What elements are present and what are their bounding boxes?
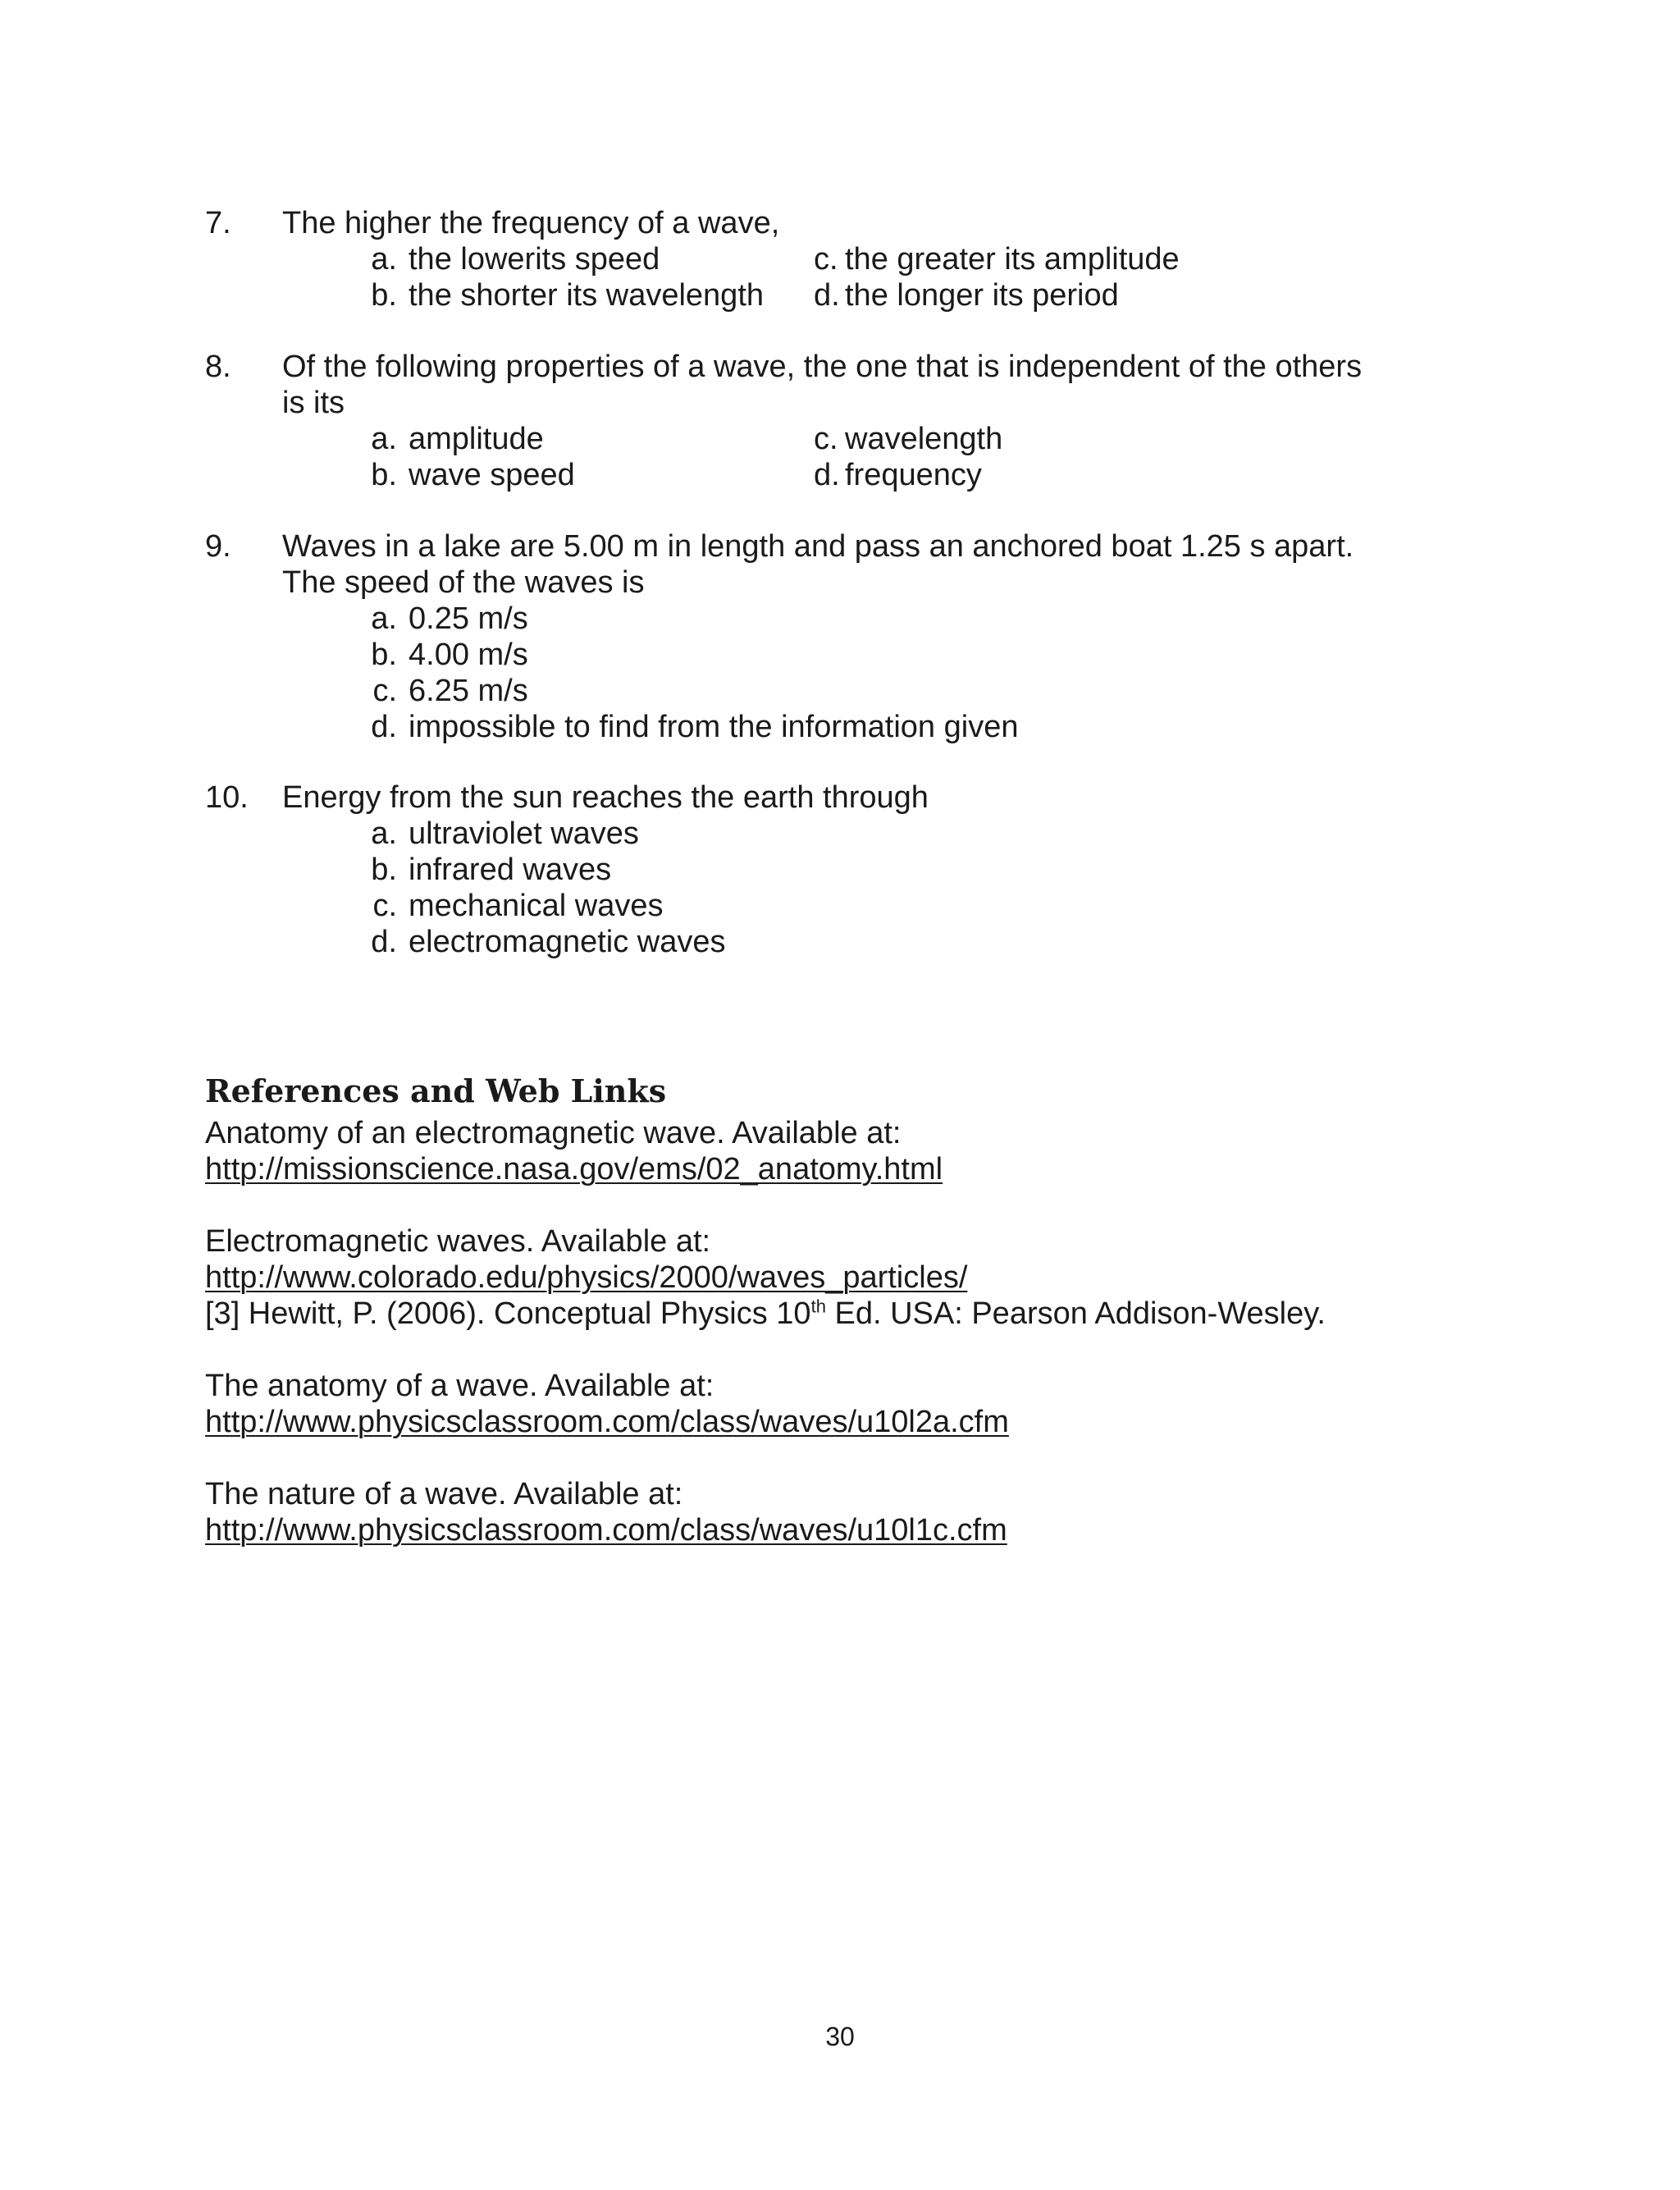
option-text: the shorter its wavelength: [409, 278, 765, 313]
question-stem: The higher the frequency of a wave,: [282, 206, 780, 240]
option-letter: c.: [372, 889, 397, 923]
option-text: ultraviolet waves: [409, 816, 639, 851]
option-text: wavelength: [845, 422, 1003, 456]
question-stem: [282, 349, 1431, 421]
reference-title: Electromagnetic waves. Available at:: [205, 1224, 711, 1259]
option-letter: b.: [371, 278, 397, 313]
option-c: [348, 888, 663, 924]
option-b: [348, 457, 575, 493]
question-number: 8.: [205, 350, 231, 384]
option-text: 4.00 m/s: [409, 638, 528, 672]
option-letter: d.: [371, 710, 397, 744]
option-d: [814, 457, 982, 493]
option-text: impossible to find from the information given: [409, 710, 1019, 744]
option-text: the greater its amplitude: [845, 242, 1180, 277]
question-number: 7.: [205, 206, 231, 240]
question-stem-line: is its: [282, 386, 345, 420]
option-letter: b.: [371, 458, 397, 492]
question-stem-line: The speed of the waves is: [282, 565, 645, 600]
option-a: [348, 601, 528, 637]
option-d: [348, 924, 726, 960]
reference-title: The nature of a wave. Available at:: [205, 1477, 683, 1511]
option-a: [348, 421, 544, 457]
option-letter: b.: [371, 638, 397, 672]
option-b: [348, 852, 611, 888]
option-text: infrared waves: [409, 853, 612, 887]
option-a: [348, 816, 639, 852]
reference-entry: [205, 1476, 1518, 1548]
option-letter: a.: [371, 422, 397, 456]
option-letter: a.: [371, 601, 397, 636]
option-letter: d.: [814, 278, 840, 313]
option-c: [814, 421, 1002, 457]
reference-citation: [205, 1296, 1518, 1332]
citation-text: [3] Hewitt, P. (2006). Conceptual Physics 10: [205, 1296, 811, 1331]
question-stem-line: Of the following properties of a wave, the one that is independent of the others: [282, 350, 1363, 384]
question-number: 10.: [205, 780, 249, 815]
reference-link[interactable]: http://missionscience.nasa.gov/ems/02_anatomy.html: [205, 1152, 943, 1186]
option-letter: b.: [371, 853, 397, 887]
citation-superscript: th: [810, 1296, 826, 1317]
reference-link[interactable]: http://www.colorado.edu/physics/2000/waves_particles/: [205, 1260, 968, 1295]
option-letter: a.: [371, 242, 397, 277]
option-c: [814, 241, 1180, 277]
option-letter: a.: [371, 816, 397, 851]
citation-text: Ed. USA: Pearson Addison-Wesley.: [825, 1296, 1326, 1331]
reference-title: Anatomy of an electromagnetic wave. Available at:: [205, 1116, 902, 1150]
option-letter: c.: [372, 674, 397, 708]
reference-entry: [205, 1223, 1518, 1332]
option-text: amplitude: [409, 422, 544, 456]
option-letter: c.: [814, 422, 838, 456]
option-b: [348, 277, 764, 313]
option-text: the longer its period: [845, 278, 1119, 313]
option-text: 6.25 m/s: [409, 674, 528, 708]
option-text: the lowerits speed: [409, 242, 660, 277]
option-text: mechanical waves: [409, 889, 664, 923]
question-number: 9.: [205, 529, 231, 564]
references-heading: References and Web Links: [205, 1072, 667, 1109]
option-letter: d.: [814, 458, 840, 492]
option-text: frequency: [845, 458, 982, 492]
option-a: [348, 241, 660, 277]
reference-link[interactable]: http://www.physicsclassroom.com/class/waves/u10l2a.cfm: [205, 1405, 1009, 1439]
question-stem: [282, 528, 1431, 601]
references-section: [205, 1071, 1518, 1548]
option-text: 0.25 m/s: [409, 601, 528, 636]
option-c: [348, 673, 528, 709]
page-number: 30: [825, 2022, 855, 2051]
option-b: [348, 637, 528, 673]
option-text: electromagnetic waves: [409, 925, 726, 959]
reference-entry: [205, 1368, 1518, 1440]
option-letter: d.: [371, 925, 397, 959]
option-d: [348, 709, 1018, 745]
option-letter: c.: [814, 242, 838, 277]
reference-entry: [205, 1115, 1518, 1187]
question-stem-line: Waves in a lake are 5.00 m in length and pass an anchored boat 1.25 s apart.: [282, 529, 1354, 564]
question-stem: Energy from the sun reaches the earth through: [282, 780, 929, 815]
reference-title: The anatomy of a wave. Available at:: [205, 1369, 714, 1403]
option-d: [814, 277, 1119, 313]
option-text: wave speed: [409, 458, 575, 492]
reference-link[interactable]: http://www.physicsclassroom.com/class/waves/u10l1c.cfm: [205, 1513, 1007, 1548]
